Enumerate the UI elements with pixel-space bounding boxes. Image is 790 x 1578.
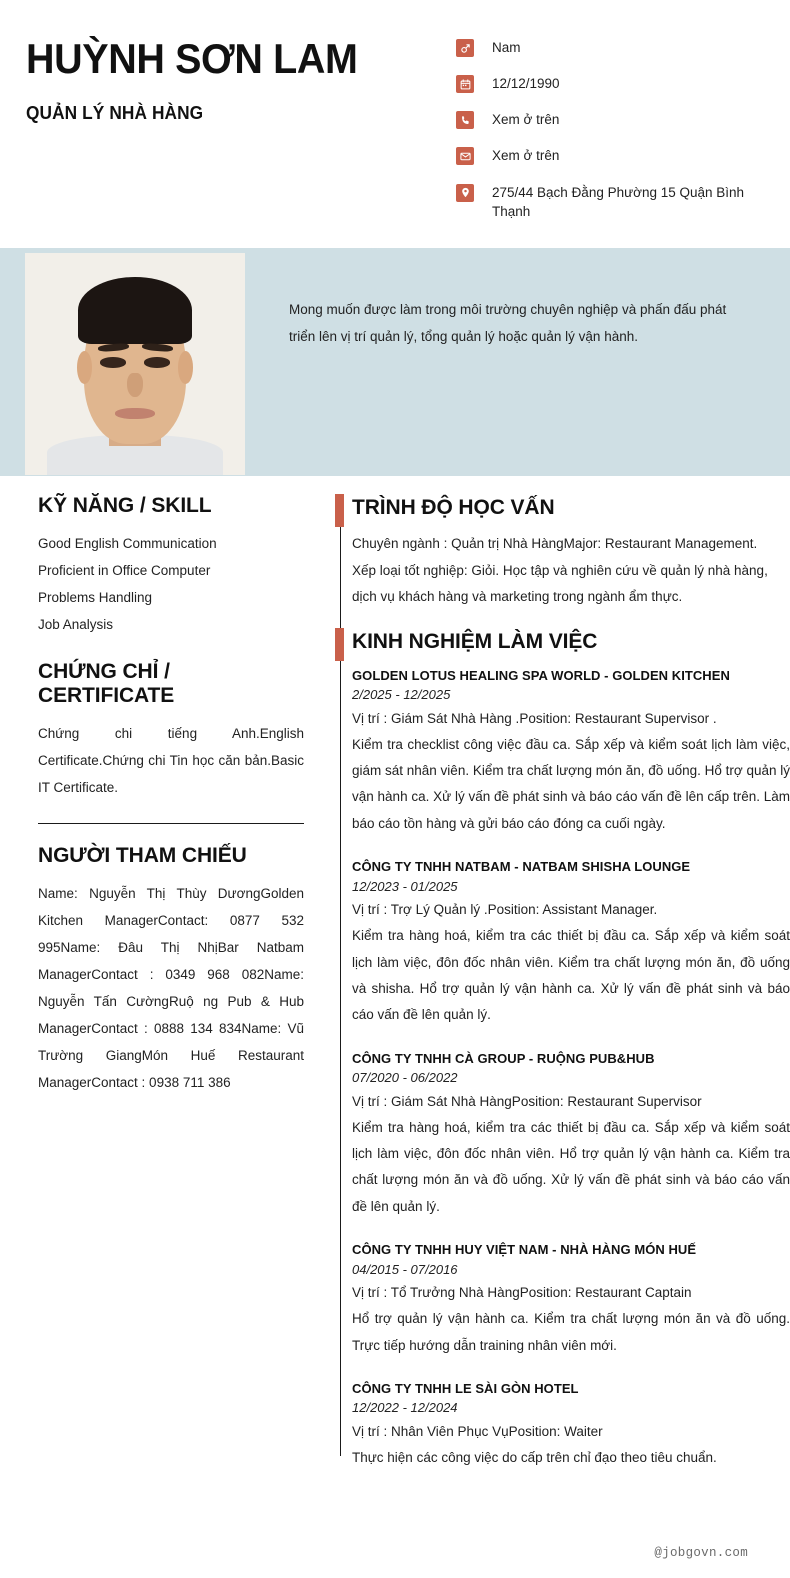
- portrait-image: [25, 253, 245, 475]
- phone-icon: [456, 111, 474, 129]
- location-icon: [456, 184, 474, 202]
- experience-dates: 2/2025 - 12/2025: [352, 687, 451, 703]
- contact-value-phone: Xem ở trên: [492, 112, 560, 128]
- email-icon: [456, 147, 474, 165]
- experience-item: [352, 1379, 790, 1472]
- experience-description: Kiểm tra checklist công việc đầu ca. Sắp xếp và kiểm soát lịch làm việc, giám sát nhân viên. Kiểm tra chất lượng món ăn, đồ uống. Hổ trợ quản lý vận hành ca. Xử lý vấn đề phát sinh và báo cáo vấn đề lên cấp trên. Làm báo cáo tồn hàng và gửi báo cáo đóng ca cuối ngày.: [352, 736, 790, 831]
- certificate-body: Chứng chi tiếng Anh.English Certificate.Chứng chi Tin học căn bản.Basic IT Certificate.: [38, 726, 304, 795]
- section-title-education: TRÌNH ĐỘ HỌC VẤN: [352, 496, 555, 519]
- education-grade: Xếp loại tốt nghiệp: Giỏi. Học tập và nghiên cứu về quản lý nhà hàng, dịch vụ khách hàng và marketing trong ngành ẩm thực.: [352, 562, 768, 604]
- experience-description: Kiểm tra hàng hoá, kiểm tra các thiết bị đầu ca. Sắp xếp và kiểm soát lịch làm việc, đôn đốc nhân viên. Kiểm tra chất lượng món ăn, đồ uống và shisha. Hổ trợ quản lý vận hành ca. Xử lý vấn đề phát sinh và báo cáo vấn đề lên quản lý.: [352, 928, 790, 1023]
- contact-value-birthdate: 12/12/1990: [492, 76, 560, 92]
- education-details: [352, 531, 790, 610]
- contact-item-address: [456, 183, 764, 221]
- list-item: Good English Communication: [38, 536, 217, 551]
- experience-item: [352, 666, 790, 838]
- watermark: @jobgovn.com: [654, 1546, 748, 1560]
- experience-description: Hổ trợ quản lý vận hành ca. Kiểm tra chất lượng món ăn và đồ uống. Trực tiếp hướng dẫn training nhân viên mới.: [352, 1311, 790, 1353]
- cv-header: [0, 0, 790, 248]
- section-title-reference: NGƯỜI THAM CHIẾU: [38, 844, 247, 867]
- contact-item-birthdate: [456, 74, 764, 93]
- experience-description: Thực hiện các công việc do cấp trên chỉ đạo theo tiêu chuẩn.: [352, 1450, 717, 1466]
- experience-company: CÔNG TY TNHH NATBAM - NATBAM SHISHA LOUNGE: [352, 859, 691, 875]
- page-title: HUỲNH SƠN LAM: [26, 35, 358, 82]
- section-title-experience: KINH NGHIỆM LÀM VIỆC: [352, 630, 598, 654]
- sidebar: [0, 494, 330, 1096]
- section-title-certificate: CHỨNG CHỈ / CERTIFICATE: [38, 660, 175, 707]
- experience-dates: 12/2023 - 01/2025: [352, 878, 458, 894]
- experience-description: Kiểm tra hàng hoá, kiểm tra các thiết bị đầu ca. Sắp xếp và kiểm soát lịch làm việc, đôn đốc nhân viên. Hổ trợ quản lý vận hành ca. Kiểm tra chất lượng món ăn và đồ uống. Xử lý vấn đề phát sinh và báo cáo vấn đề lên quản lý.: [352, 1119, 790, 1214]
- experience-company: CÔNG TY TNHH HUY VIỆT NAM - NHÀ HÀNG MÓN HUẾ: [352, 1242, 697, 1258]
- reference-body: Name: Nguyễn Thị Thùy DươngGolden Kitchen ManagerContact: 0877 532 995Name: Đâu Thị NhịBar Natbam ManagerContact : 0349 968 082Name: Nguyễn Tấn CườngRuộ ng Pub & Hub ManagerContact : 0888 134 834Name: Vũ Trường GiangMón Huế Restaurant ManagerContact : 0938 711 386: [38, 886, 304, 1090]
- contact-value-email: Xem ở trên: [492, 148, 560, 164]
- header-identity: [26, 28, 456, 124]
- contact-item-phone: [456, 110, 764, 129]
- section-reference: [38, 844, 304, 1096]
- job-title: QUẢN LÝ NHÀ HÀNG: [26, 103, 204, 124]
- list-item: Job Analysis: [38, 617, 114, 632]
- experience-position: Vị trí : Nhân Viên Phục VụPosition: Waiter: [352, 1424, 603, 1440]
- list-item: Problems Handling: [38, 590, 153, 605]
- contact-value-address: 275/44 Bạch Đằng Phường 15 Quận Bình Thạnh: [492, 184, 745, 219]
- spacer: [38, 638, 304, 660]
- contact-value-gender: Nam: [492, 40, 521, 55]
- experience-item: [352, 1049, 790, 1221]
- career-objective: Mong muốn được làm trong môi trường chuyên nghiệp và phấn đấu phát triển lên vị trí quản lý, tổng quản lý hoặc quản lý vận hành.: [289, 302, 727, 344]
- experience-dates: 12/2022 - 12/2024: [352, 1400, 458, 1416]
- section-title-skills: KỸ NĂNG / SKILL: [38, 494, 212, 517]
- section-skills: [38, 494, 304, 638]
- contact-item-gender: [456, 38, 764, 57]
- profile-banner: [0, 248, 790, 476]
- cv-body: [0, 476, 790, 1492]
- divider: [38, 823, 304, 824]
- list-item: Proficient in Office Computer: [38, 563, 211, 578]
- experience-dates: 07/2020 - 06/2022: [352, 1070, 458, 1086]
- section-certificate: [38, 660, 304, 801]
- experience-position: Vị trí : Trợ Lý Quản lý .Position: Assistant Manager.: [352, 902, 658, 918]
- section-header-education: [352, 494, 790, 521]
- accent-tab: [335, 494, 344, 527]
- contact-item-email: [456, 146, 764, 165]
- experience-position: Vị trí : Tổ Trưởng Nhà HàngPosition: Restaurant Captain: [352, 1285, 692, 1301]
- gender-icon: [456, 39, 474, 57]
- experience-company: GOLDEN LOTUS HEALING SPA WORLD - GOLDEN KITCHEN: [352, 667, 730, 683]
- experience-item: [352, 1240, 790, 1359]
- main-content: [330, 494, 790, 1492]
- experience-company: CÔNG TY TNHH CÀ GROUP - RUỘNG PUB&HUB: [352, 1050, 655, 1066]
- experience-item: [352, 857, 790, 1029]
- calendar-icon: [456, 75, 474, 93]
- education-major: Chuyên ngành : Quản trị Nhà HàngMajor: Restaurant Management.: [352, 536, 758, 552]
- accent-tab: [335, 628, 344, 661]
- section-header-experience: [352, 628, 790, 655]
- avatar: [25, 253, 245, 475]
- experience-position: Vị trí : Giám Sát Nhà Hàng .Position: Restaurant Supervisor .: [352, 710, 717, 726]
- experience-company: CÔNG TY TNHH LE SÀI GÒN HOTEL: [352, 1380, 579, 1396]
- experience-position: Vị trí : Giám Sát Nhà HàngPosition: Restaurant Supervisor: [352, 1093, 702, 1109]
- experience-dates: 04/2015 - 07/2016: [352, 1261, 458, 1277]
- contact-list: [456, 28, 764, 221]
